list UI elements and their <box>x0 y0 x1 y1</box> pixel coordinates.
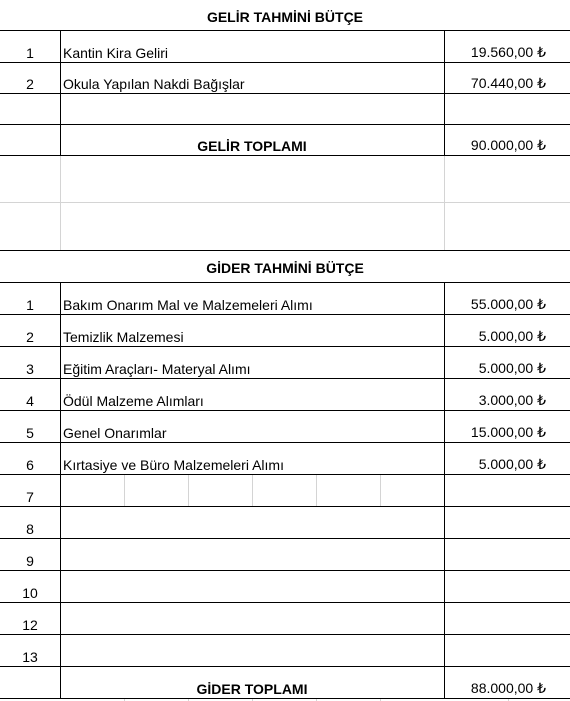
row-number: 12 <box>22 617 38 633</box>
table-border <box>0 93 570 94</box>
row-number: 8 <box>26 521 34 537</box>
row-description: Genel Onarımlar <box>63 425 167 441</box>
row-amount: 5.000,00 ₺ <box>478 360 546 376</box>
gider-row <box>0 538 570 570</box>
row-description: Temizlik Malzemesi <box>63 329 184 345</box>
gider-row <box>0 570 570 602</box>
gider-row <box>0 442 570 474</box>
gelir-title-row <box>0 0 570 30</box>
row-number: 4 <box>26 393 34 409</box>
gelir-row <box>0 62 570 93</box>
row-number: 10 <box>22 585 38 601</box>
table-border <box>0 474 570 475</box>
table-border <box>0 62 570 63</box>
table-border <box>0 666 570 667</box>
table-border <box>444 282 445 698</box>
gider-total-row <box>0 666 570 698</box>
gider-row <box>0 346 570 378</box>
table-border <box>0 30 570 31</box>
table-border <box>0 282 570 283</box>
gider-title-row <box>0 250 570 282</box>
gridline <box>316 474 317 506</box>
row-description: Ödül Malzeme Alımları <box>63 393 204 409</box>
gridline <box>444 155 445 250</box>
table-border <box>0 698 570 699</box>
table-border <box>0 314 570 315</box>
table-border <box>0 634 570 635</box>
row-amount <box>444 474 570 506</box>
table-border <box>0 155 570 156</box>
row-amount: 15.000,00 ₺ <box>470 424 546 440</box>
gider-row <box>0 378 570 410</box>
gelir-total-label: GELİR TOPLAMI <box>197 138 307 154</box>
table-border <box>0 602 570 603</box>
gridline <box>380 474 381 506</box>
row-number: 7 <box>26 489 34 505</box>
table-border <box>0 378 570 379</box>
gelir-total-amount: 90.000,00 ₺ <box>470 137 546 153</box>
table-border <box>60 30 61 155</box>
gider-total-amount: 88.000,00 ₺ <box>470 680 546 696</box>
row-amount <box>444 506 570 538</box>
gider-row <box>0 506 570 538</box>
row-amount <box>444 538 570 570</box>
gelir-row <box>0 30 570 62</box>
gider-row <box>0 474 570 506</box>
table-border <box>60 282 61 698</box>
gider-total-label: GİDER TOPLAMI <box>196 681 308 697</box>
row-amount: 3.000,00 ₺ <box>478 392 546 408</box>
gider-row <box>0 634 570 666</box>
gridline <box>60 155 61 250</box>
row-amount: 5.000,00 ₺ <box>478 328 546 344</box>
row-number: 3 <box>26 361 34 377</box>
gider-row <box>0 282 570 314</box>
row-description <box>60 506 444 538</box>
table-border <box>0 410 570 411</box>
row-amount <box>444 602 570 634</box>
row-description <box>60 634 444 666</box>
row-description: Kırtasiye ve Büro Malzemeleri Alımı <box>63 457 284 473</box>
row-description <box>60 602 444 634</box>
row-description: Okula Yapılan Nakdi Bağışlar <box>63 76 245 92</box>
row-number: 1 <box>26 297 34 313</box>
table-border <box>0 442 570 443</box>
table-border <box>0 346 570 347</box>
gider-row <box>0 314 570 346</box>
row-number: 13 <box>22 649 38 665</box>
table-border <box>0 124 570 125</box>
gridline <box>124 474 125 506</box>
row-amount <box>444 634 570 666</box>
row-amount: 70.440,00 ₺ <box>470 75 546 91</box>
gider-row <box>0 410 570 442</box>
row-description: Bakım Onarım Mal ve Malzemeleri Alımı <box>63 297 313 313</box>
gelir-total-row <box>0 124 570 155</box>
gider-row <box>0 602 570 634</box>
table-border <box>0 250 570 251</box>
row-amount: 19.560,00 ₺ <box>470 44 546 60</box>
gelir-title: GELİR TAHMİNİ BÜTÇE <box>206 9 364 25</box>
row-description <box>60 570 444 602</box>
row-number: 5 <box>26 425 34 441</box>
table-border <box>0 538 570 539</box>
row-number: 6 <box>26 457 34 473</box>
gridline <box>188 474 189 506</box>
row-number: 1 <box>26 45 34 61</box>
row-description: Kantin Kira Geliri <box>63 45 169 61</box>
row-amount <box>444 570 570 602</box>
gridline <box>0 202 570 203</box>
row-number: 9 <box>26 553 34 569</box>
row-description <box>60 538 444 570</box>
gridline <box>252 474 253 506</box>
table-border <box>0 570 570 571</box>
table-border <box>444 30 445 155</box>
row-amount: 5.000,00 ₺ <box>478 456 546 472</box>
row-number: 2 <box>26 329 34 345</box>
table-border <box>0 506 570 507</box>
row-number: 2 <box>26 76 34 92</box>
row-description: Eğitim Araçları- Materyal Alımı <box>63 361 251 377</box>
row-amount: 55.000,00 ₺ <box>470 296 546 312</box>
gider-title: GİDER TAHMİNİ BÜTÇE <box>206 260 364 276</box>
